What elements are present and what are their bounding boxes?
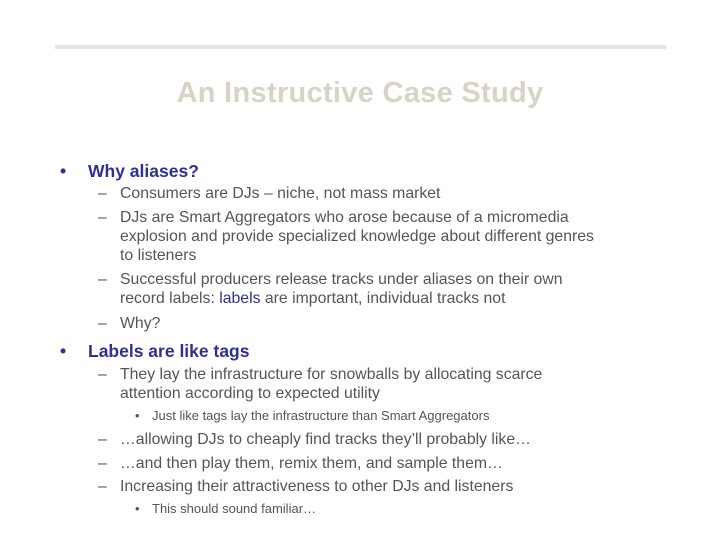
bullet-heading-why-aliases: Why aliases? <box>88 161 199 181</box>
sub-item-line: …allowing DJs to cheaply find tracks they’ll probably like… <box>120 431 531 448</box>
bullet-marker: • <box>60 161 67 181</box>
text-segment: are important, individual tracks not <box>260 290 506 307</box>
sub-bullet-marker: • <box>135 501 140 516</box>
sub-item-line: to listeners <box>120 247 197 264</box>
dash-marker: – <box>98 478 107 495</box>
dash-marker: – <box>98 431 107 448</box>
sub-item-line: Successful producers release tracks under aliases on their own <box>120 271 563 288</box>
dash-marker: – <box>98 209 107 226</box>
title-rule <box>55 45 666 49</box>
sub-sub-item-line: Just like tags lay the infrastructure than Smart Aggregators <box>152 408 490 423</box>
dash-marker: – <box>98 455 107 472</box>
bullet-heading-labels-tags: Labels are like tags <box>88 341 250 361</box>
dash-marker: – <box>98 366 107 383</box>
dash-marker: – <box>98 185 107 202</box>
sub-item-line: attention according to expected utility <box>120 385 380 402</box>
sub-item-line: They lay the infrastructure for snowballs by allocating scarce <box>120 366 543 383</box>
sub-item-line: explosion and provide specialized knowledge about different genres <box>120 228 594 245</box>
slide-title: An Instructive Case Study <box>176 77 544 109</box>
dash-marker: – <box>98 271 107 288</box>
sub-item-line: …and then play them, remix them, and sample them… <box>120 455 503 472</box>
bullet-marker: • <box>60 341 67 361</box>
sub-item-line-with-highlight <box>120 290 505 308</box>
sub-sub-item-line: This should sound familiar… <box>152 501 317 516</box>
highlighted-word-labels: labels <box>219 290 261 307</box>
dash-marker: – <box>98 315 107 332</box>
sub-item-line: Why? <box>120 315 161 332</box>
text-segment: record labels: <box>120 290 220 307</box>
sub-item-line: Increasing their attractiveness to other DJs and listeners <box>120 478 514 495</box>
sub-bullet-marker: • <box>135 408 140 423</box>
sub-item-line: DJs are Smart Aggregators who arose because of a micromedia <box>120 209 569 226</box>
sub-item-line: Consumers are DJs – niche, not mass market <box>120 185 441 202</box>
